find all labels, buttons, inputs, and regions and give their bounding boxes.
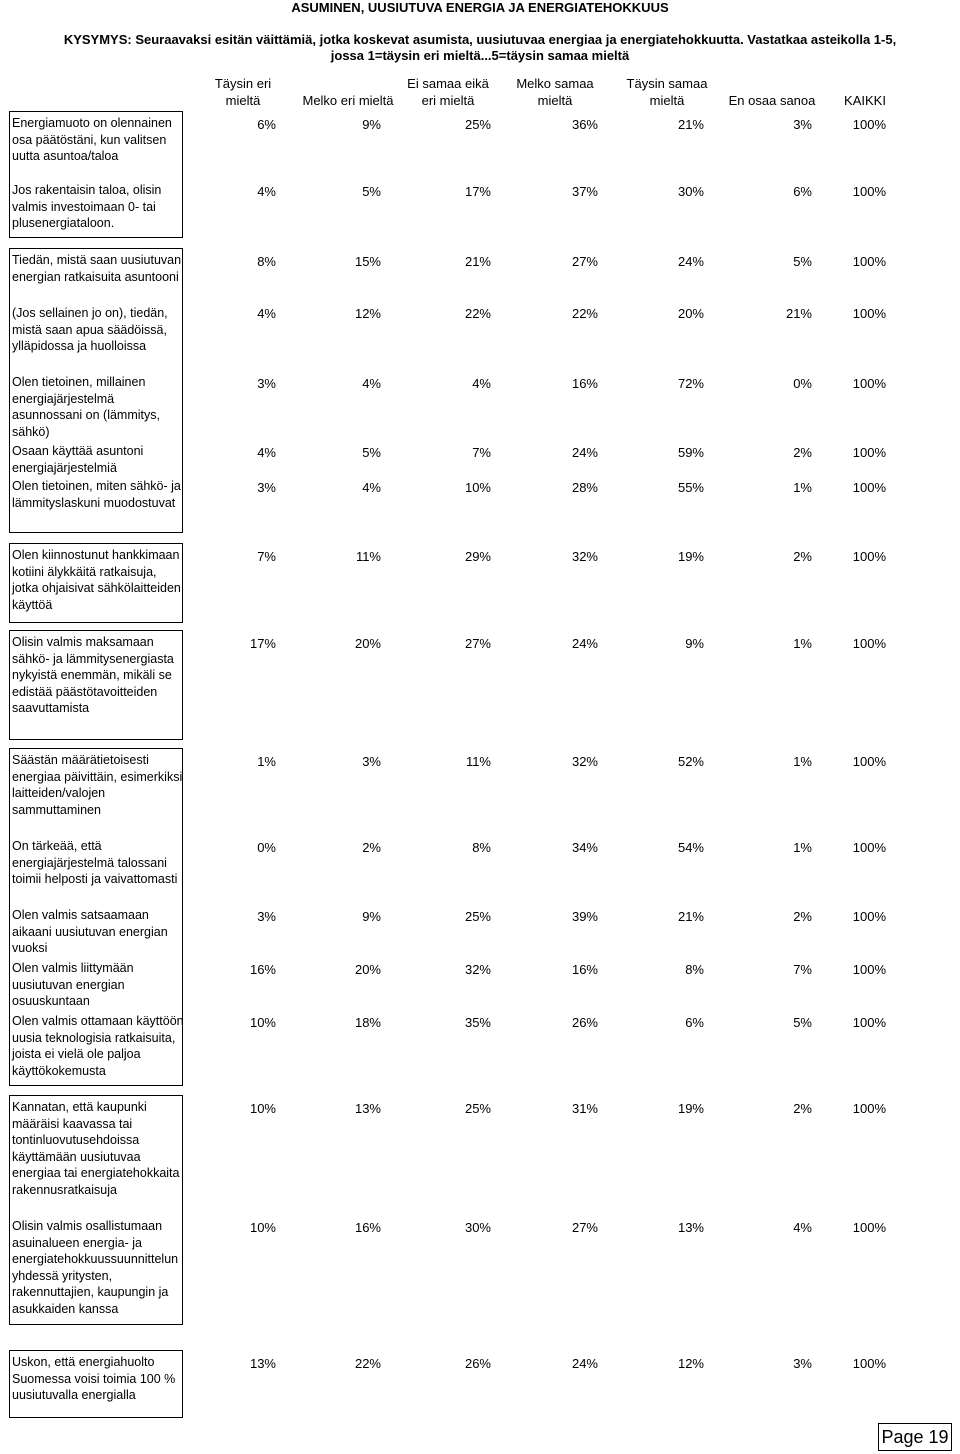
value-cell: 30% [677, 184, 704, 199]
value-cell: 26% [464, 1356, 491, 1371]
statement-label: Energiamuoto on olennainen osa päätöstäni, kun valitsen uutta asuntoa/taloa [12, 116, 172, 163]
col-header-5: Täysin samaa mieltä [626, 76, 708, 108]
statement-label: Kannatan, että kaupunki määräisi kaavassa tai tontinluovutusehdoissa käyttämään uusiutuvaa energiaa tai energiatehokkaita rakennusratkaisuja [12, 1100, 180, 1197]
value-cell: 100% [852, 480, 886, 495]
value-cell: 25% [464, 117, 491, 132]
value-cell: 52% [677, 754, 704, 769]
value-cell: 2% [362, 840, 381, 855]
value-cell: 3% [257, 480, 276, 495]
col-header-6: En osaa sanoa [728, 93, 816, 108]
value-cell: 22% [354, 1356, 381, 1371]
value-cell: 12% [677, 1356, 704, 1371]
value-cell: 5% [793, 254, 812, 269]
value-cell: 8% [472, 840, 491, 855]
report-title: ASUMINEN, UUSIUTUVA ENERGIA JA ENERGIATEHOKKUUS [291, 0, 669, 15]
value-cell: 6% [257, 117, 276, 132]
value-cell: 5% [362, 184, 381, 199]
value-cell: 13% [677, 1220, 704, 1235]
value-cell: 100% [852, 1101, 886, 1116]
statement-label: Osaan käyttää asuntoni energiajärjestelmiä [12, 444, 144, 475]
value-cell: 13% [354, 1101, 381, 1116]
value-cell: 100% [852, 1015, 886, 1030]
table-row [0, 909, 960, 926]
value-cell: 3% [257, 376, 276, 391]
value-cell: 5% [793, 1015, 812, 1030]
value-cell: 100% [852, 636, 886, 651]
value-cell: 3% [793, 117, 812, 132]
table-row [0, 962, 960, 979]
value-cell: 24% [571, 445, 598, 460]
value-cell: 13% [249, 1356, 276, 1371]
statement-label: Uskon, että energiahuolto Suomessa voisi toimia 100 % uusiutuvalla energialla [12, 1355, 176, 1402]
table-row [0, 754, 960, 771]
value-cell: 11% [355, 549, 381, 564]
statement-label: Tiedän, mistä saan uusiutuvan energian ratkaisuita asuntooni [12, 253, 182, 284]
statement-label: Olisin valmis maksamaan sähkö- ja lämmitysenergiasta nykyistä enemmän, mikäli se edistää päästötavoitteiden saavuttamista [12, 635, 174, 715]
value-cell: 7% [793, 962, 812, 977]
value-cell: 100% [852, 962, 886, 977]
value-cell: 31% [571, 1101, 598, 1116]
value-cell: 3% [257, 909, 276, 924]
value-cell: 21% [785, 306, 812, 321]
value-cell: 4% [362, 480, 381, 495]
value-cell: 100% [852, 254, 886, 269]
col-header-2: Melko eri mieltä [302, 93, 394, 108]
value-cell: 55% [677, 480, 704, 495]
value-cell: 54% [677, 840, 704, 855]
value-cell: 4% [257, 184, 276, 199]
table-row [0, 549, 960, 566]
value-cell: 100% [852, 909, 886, 924]
value-cell: 20% [677, 306, 704, 321]
value-cell: 2% [793, 445, 812, 460]
statement-label: On tärkeää, että energiajärjestelmä talossani toimii helposti ja vaivattomasti [12, 839, 178, 886]
value-cell: 1% [793, 480, 812, 495]
value-cell: 24% [571, 636, 598, 651]
table-row [0, 117, 960, 134]
statement-label: Olen valmis satsaamaan aikaani uusiutuvan energian vuoksi [12, 908, 168, 955]
value-cell: 16% [571, 962, 598, 977]
value-cell: 11% [465, 754, 491, 769]
value-cell: 17% [249, 636, 276, 651]
value-cell: 19% [677, 1101, 704, 1116]
value-cell: 22% [571, 306, 598, 321]
value-cell: 12% [354, 306, 381, 321]
value-cell: 26% [571, 1015, 598, 1030]
question-line-1: KYSYMYS: Seuraavaksi esitän väittämiä, jotka koskevat asumista, uusiutuvaa energiaa ja energiatehokkuutta. Vastatkaa asteikolla 1-5, [63, 32, 897, 47]
value-cell: 30% [464, 1220, 491, 1235]
value-cell: 2% [793, 549, 812, 564]
value-cell: 32% [571, 754, 598, 769]
value-cell: 100% [852, 445, 886, 460]
table-row [0, 184, 960, 201]
value-cell: 1% [793, 636, 812, 651]
value-cell: 2% [793, 909, 812, 924]
value-cell: 3% [362, 754, 381, 769]
value-cell: 35% [464, 1015, 491, 1030]
value-cell: 4% [257, 445, 276, 460]
table-row [0, 480, 960, 497]
value-cell: 0% [257, 840, 276, 855]
value-cell: 4% [472, 376, 491, 391]
value-cell: 28% [571, 480, 598, 495]
value-cell: 100% [852, 1220, 886, 1235]
value-cell: 0% [793, 376, 812, 391]
page-number: Page 19 [878, 1423, 952, 1451]
statement-label: Olen tietoinen, miten sähkö- ja lämmityslaskuni muodostuvat [12, 479, 181, 510]
value-cell: 16% [571, 376, 598, 391]
value-cell: 100% [852, 1356, 886, 1371]
value-cell: 21% [677, 117, 704, 132]
value-cell: 6% [685, 1015, 704, 1030]
col-header-3: Ei samaa eikä eri mieltä [407, 76, 489, 108]
value-cell: 16% [249, 962, 276, 977]
value-cell: 36% [571, 117, 598, 132]
statement-label: Säästän määrätietoisesti energiaa päivittäin, esimerkiksi laitteiden/valojen sammuttaminen [12, 753, 183, 817]
value-cell: 100% [852, 549, 886, 564]
value-cell: 100% [852, 840, 886, 855]
value-cell: 19% [677, 549, 704, 564]
table-row [0, 636, 960, 653]
value-cell: 27% [571, 1220, 598, 1235]
value-cell: 29% [464, 549, 491, 564]
value-cell: 4% [362, 376, 381, 391]
value-cell: 9% [685, 636, 704, 651]
statement-label: Olen valmis ottamaan käyttöön uusia teknologisia ratkaisuita, joista ei vielä ole paljoa käyttökokemusta [12, 1014, 184, 1078]
value-cell: 72% [677, 376, 704, 391]
value-cell: 100% [852, 306, 886, 321]
col-header-1: Täysin eri mieltä [214, 76, 272, 108]
value-cell: 37% [571, 184, 598, 199]
value-cell: 59% [677, 445, 704, 460]
value-cell: 39% [571, 909, 598, 924]
table-row [0, 376, 960, 393]
table-row [0, 306, 960, 323]
value-cell: 24% [571, 1356, 598, 1371]
value-cell: 32% [464, 962, 491, 977]
value-cell: 4% [793, 1220, 812, 1235]
value-cell: 100% [852, 376, 886, 391]
value-cell: 21% [464, 254, 491, 269]
table-row [0, 1015, 960, 1032]
table-row [0, 840, 960, 857]
statement-label: Olen kiinnostunut hankkimaan kotiini älykkäitä ratkaisuja, jotka ohjaisivat sähkölaitteiden käyttöä [12, 548, 181, 612]
table-row [0, 254, 960, 271]
value-cell: 9% [362, 909, 381, 924]
value-cell: 27% [464, 636, 491, 651]
value-cell: 10% [249, 1220, 276, 1235]
value-cell: 10% [464, 480, 491, 495]
statement-label: Olen tietoinen, millainen energiajärjestelmä asunnossani on (lämmitys, sähkö) [12, 375, 160, 439]
value-cell: 1% [793, 840, 812, 855]
value-cell: 21% [677, 909, 704, 924]
value-cell: 20% [354, 636, 381, 651]
value-cell: 7% [257, 549, 276, 564]
value-cell: 10% [249, 1101, 276, 1116]
value-cell: 24% [677, 254, 704, 269]
value-cell: 8% [257, 254, 276, 269]
value-cell: 32% [571, 549, 598, 564]
table-row [0, 1101, 960, 1118]
value-cell: 100% [852, 184, 886, 199]
value-cell: 100% [852, 754, 886, 769]
value-cell: 5% [362, 445, 381, 460]
value-cell: 1% [793, 754, 812, 769]
value-cell: 18% [354, 1015, 381, 1030]
statement-label: (Jos sellainen jo on), tiedän, mistä saan apua säädöissä, ylläpidossa ja huolloissa [12, 306, 168, 353]
value-cell: 17% [464, 184, 491, 199]
value-cell: 16% [354, 1220, 381, 1235]
value-cell: 3% [793, 1356, 812, 1371]
value-cell: 20% [354, 962, 381, 977]
question-text [0, 32, 960, 64]
table-row [0, 445, 960, 462]
value-cell: 4% [257, 306, 276, 321]
value-cell: 100% [852, 117, 886, 132]
value-cell: 34% [571, 840, 598, 855]
value-cell: 2% [793, 1101, 812, 1116]
value-cell: 22% [464, 306, 491, 321]
col-header-7: KAIKKI [844, 93, 886, 108]
value-cell: 6% [793, 184, 812, 199]
statement-label: Olen valmis liittymään uusiutuvan energian osuuskuntaan [12, 961, 134, 1008]
table-row [0, 1220, 960, 1237]
value-cell: 1% [257, 754, 276, 769]
value-cell: 15% [354, 254, 381, 269]
value-cell: 9% [362, 117, 381, 132]
value-cell: 10% [249, 1015, 276, 1030]
statement-label: Olisin valmis osallistumaan asuinalueen energia- ja energiatehokkuussuunnittelun yhdessä yritysten, rakennuttajien, kaupungin ja asukkaiden kanssa [12, 1219, 179, 1316]
statement-label: Jos rakentaisin taloa, olisin valmis investoimaan 0- tai plusenergiataloon. [12, 183, 162, 230]
value-cell: 27% [571, 254, 598, 269]
table-row [0, 1356, 960, 1373]
value-cell: 7% [472, 445, 491, 460]
value-cell: 25% [464, 909, 491, 924]
col-header-4: Melko samaa mieltä [516, 76, 594, 108]
value-cell: 25% [464, 1101, 491, 1116]
question-line-2: jossa 1=täysin eri mieltä...5=täysin samaa mieltä [330, 48, 630, 63]
value-cell: 8% [685, 962, 704, 977]
